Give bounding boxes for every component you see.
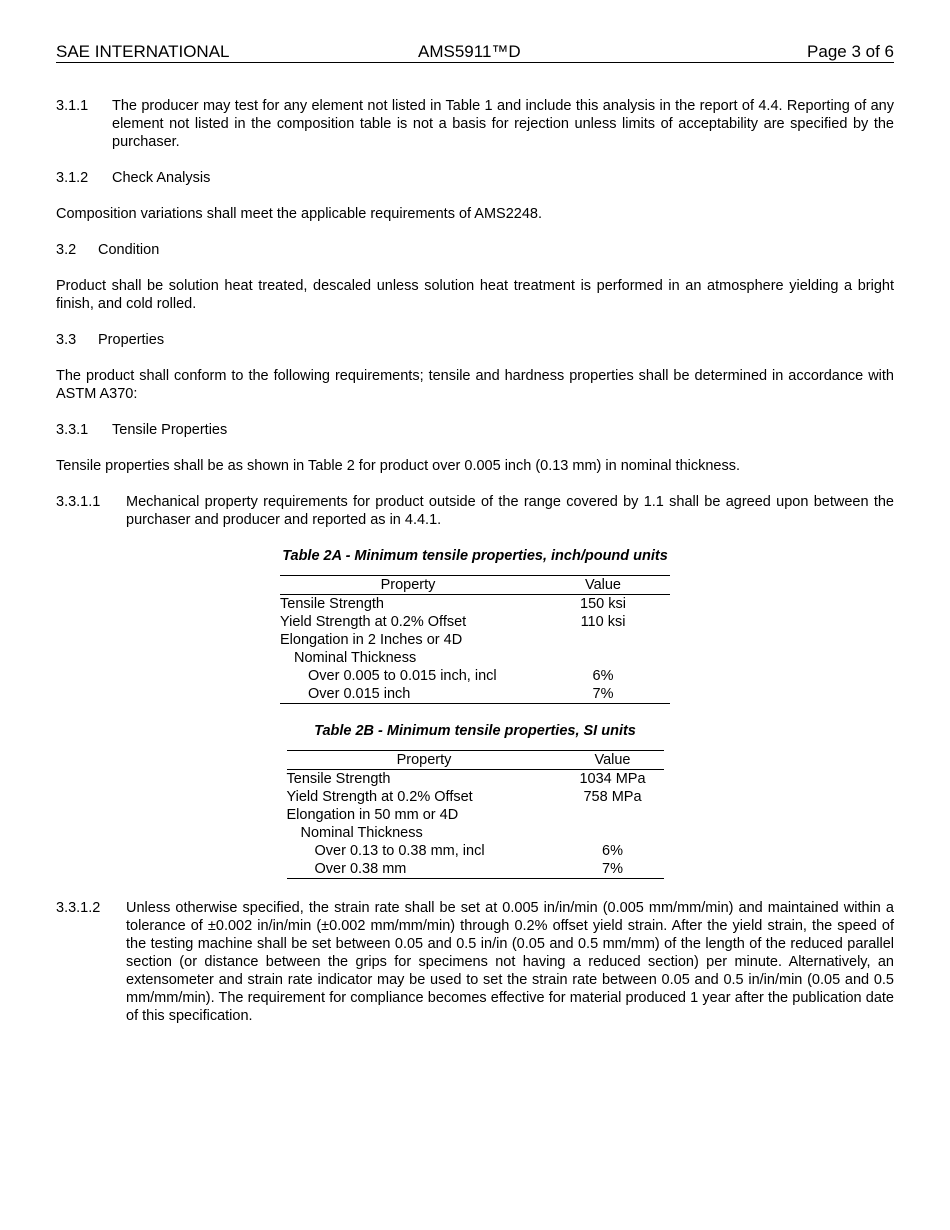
section-number: 3.2 (56, 242, 77, 258)
table-2b-caption: Table 2B - Minimum tensile properties, SI units (314, 723, 636, 739)
table-header-row (280, 576, 670, 595)
row-value: 7% (536, 685, 670, 704)
section-3-3-1-2 (56, 899, 894, 1025)
section-3-1-2 (56, 169, 894, 187)
section-number: 3.1.2 (56, 170, 89, 186)
row-label: Over 0.005 to 0.015 inch, incl (308, 668, 497, 684)
paragraph-condition: Product shall be solution heat treated, descaled unless solution heat treatment is performed in an atmosphere yielding a bright finish, and cold rolled. (56, 278, 894, 312)
column-header-value: Value (562, 751, 664, 770)
section-3-3-1-1 (56, 493, 894, 529)
row-label: Tensile Strength (286, 771, 391, 787)
row-value: 110 ksi (580, 614, 626, 630)
row-value (536, 649, 670, 667)
section-title: Check Analysis (112, 170, 211, 186)
section-number: 3.3 (56, 332, 77, 348)
section-title: Condition (98, 242, 160, 258)
row-value (536, 631, 670, 649)
column-header-property: Property (287, 751, 562, 770)
table-2a-caption: Table 2A - Minimum tensile properties, inch/pound units (282, 548, 668, 564)
section-3-3 (56, 331, 894, 349)
section-3-2 (56, 241, 894, 259)
table-row (287, 842, 664, 860)
row-value: 758 MPa (583, 789, 642, 805)
table-row (280, 667, 670, 685)
table-2b (287, 750, 664, 879)
header-org: SAE INTERNATIONAL (56, 42, 230, 61)
section-text: The producer may test for any element not listed in Table 1 and include this analysis in the report of 4.4. Reporting of any element not listed in the composition table is not a basis for rejection unless limits of acceptability are specified by the purchaser. (112, 98, 894, 150)
row-value (562, 824, 664, 842)
row-value: 150 ksi (580, 596, 626, 612)
column-header-value: Value (536, 576, 670, 595)
section-3-3-1 (56, 421, 894, 439)
row-label: Over 0.38 mm (287, 860, 562, 879)
row-value (562, 806, 664, 824)
table-header-row (287, 751, 664, 770)
table-row (280, 631, 670, 649)
section-number: 3.3.1.1 (56, 494, 101, 510)
table-row (287, 770, 664, 789)
section-number: 3.3.1 (56, 422, 89, 438)
row-label: Elongation in 50 mm or 4D (286, 807, 459, 823)
section-3-1-1 (56, 97, 894, 151)
page-header (56, 42, 894, 63)
row-value: 1034 MPa (579, 771, 646, 787)
row-label: Over 0.015 inch (280, 685, 536, 704)
table-row (287, 788, 664, 806)
header-page-number: Page 3 of 6 (807, 42, 894, 61)
table-row (287, 860, 664, 879)
paragraph-check-analysis: Composition variations shall meet the applicable requirements of AMS2248. (56, 206, 543, 222)
section-number: 3.1.1 (56, 98, 89, 114)
table-row (287, 824, 664, 842)
section-number: 3.3.1.2 (56, 900, 101, 916)
row-label: Yield Strength at 0.2% Offset (286, 789, 473, 805)
table-row (280, 685, 670, 704)
table-row (287, 806, 664, 824)
table-row (280, 595, 670, 614)
row-label: Yield Strength at 0.2% Offset (280, 614, 467, 630)
paragraph-tensile: Tensile properties shall be as shown in Table 2 for product over 0.005 inch (0.13 mm) in nominal thickness. (56, 458, 741, 474)
document-page (56, 42, 894, 1025)
row-value: 6% (602, 843, 623, 859)
row-label: Tensile Strength (280, 596, 384, 612)
row-label: Elongation in 2 Inches or 4D (280, 632, 463, 648)
section-title: Tensile Properties (112, 422, 228, 438)
row-label: Nominal Thickness (294, 650, 417, 666)
column-header-property: Property (280, 576, 536, 595)
table-row (280, 649, 670, 667)
paragraph-properties: The product shall conform to the following requirements; tensile and hardness properties shall be determined in accordance with ASTM A370: (56, 368, 894, 402)
row-value: 7% (562, 860, 664, 879)
section-text: Mechanical property requirements for product outside of the range covered by 1.1 shall be agreed upon between the purchaser and producer and reported as in 4.4.1. (126, 494, 894, 528)
section-text: Unless otherwise specified, the strain rate shall be set at 0.005 in/in/min (0.005 mm/mm/min) and maintained within a tolerance of ±0.002 in/in/min (±0.002 mm/mm/min) through 0.2% offset yield strain. After the yield strain, the speed of the testing machine shall be set between 0.05 and 0.5 in/in (0.05 and 0.5 mm/mm) of the length of the reduced parallel section (or distance between the grips for specimens not having a reduced section) per minute. Alternatively, an extensometer and strain rate indicator may be used to set the strain rate between 0.05 and 0.5 in/in/min (0.05 and 0.5 mm/mm/min). The requirement for compliance becomes effective for material produced 1 year after the publication date of this specification. (126, 900, 894, 1024)
table-row (280, 613, 670, 631)
row-value: 6% (592, 668, 614, 684)
header-doc-number: AMS5911™D (418, 42, 521, 61)
section-title: Properties (98, 332, 165, 348)
row-label: Nominal Thickness (300, 825, 423, 841)
row-label: Over 0.13 to 0.38 mm, incl (314, 843, 485, 859)
table-2a (280, 575, 670, 704)
